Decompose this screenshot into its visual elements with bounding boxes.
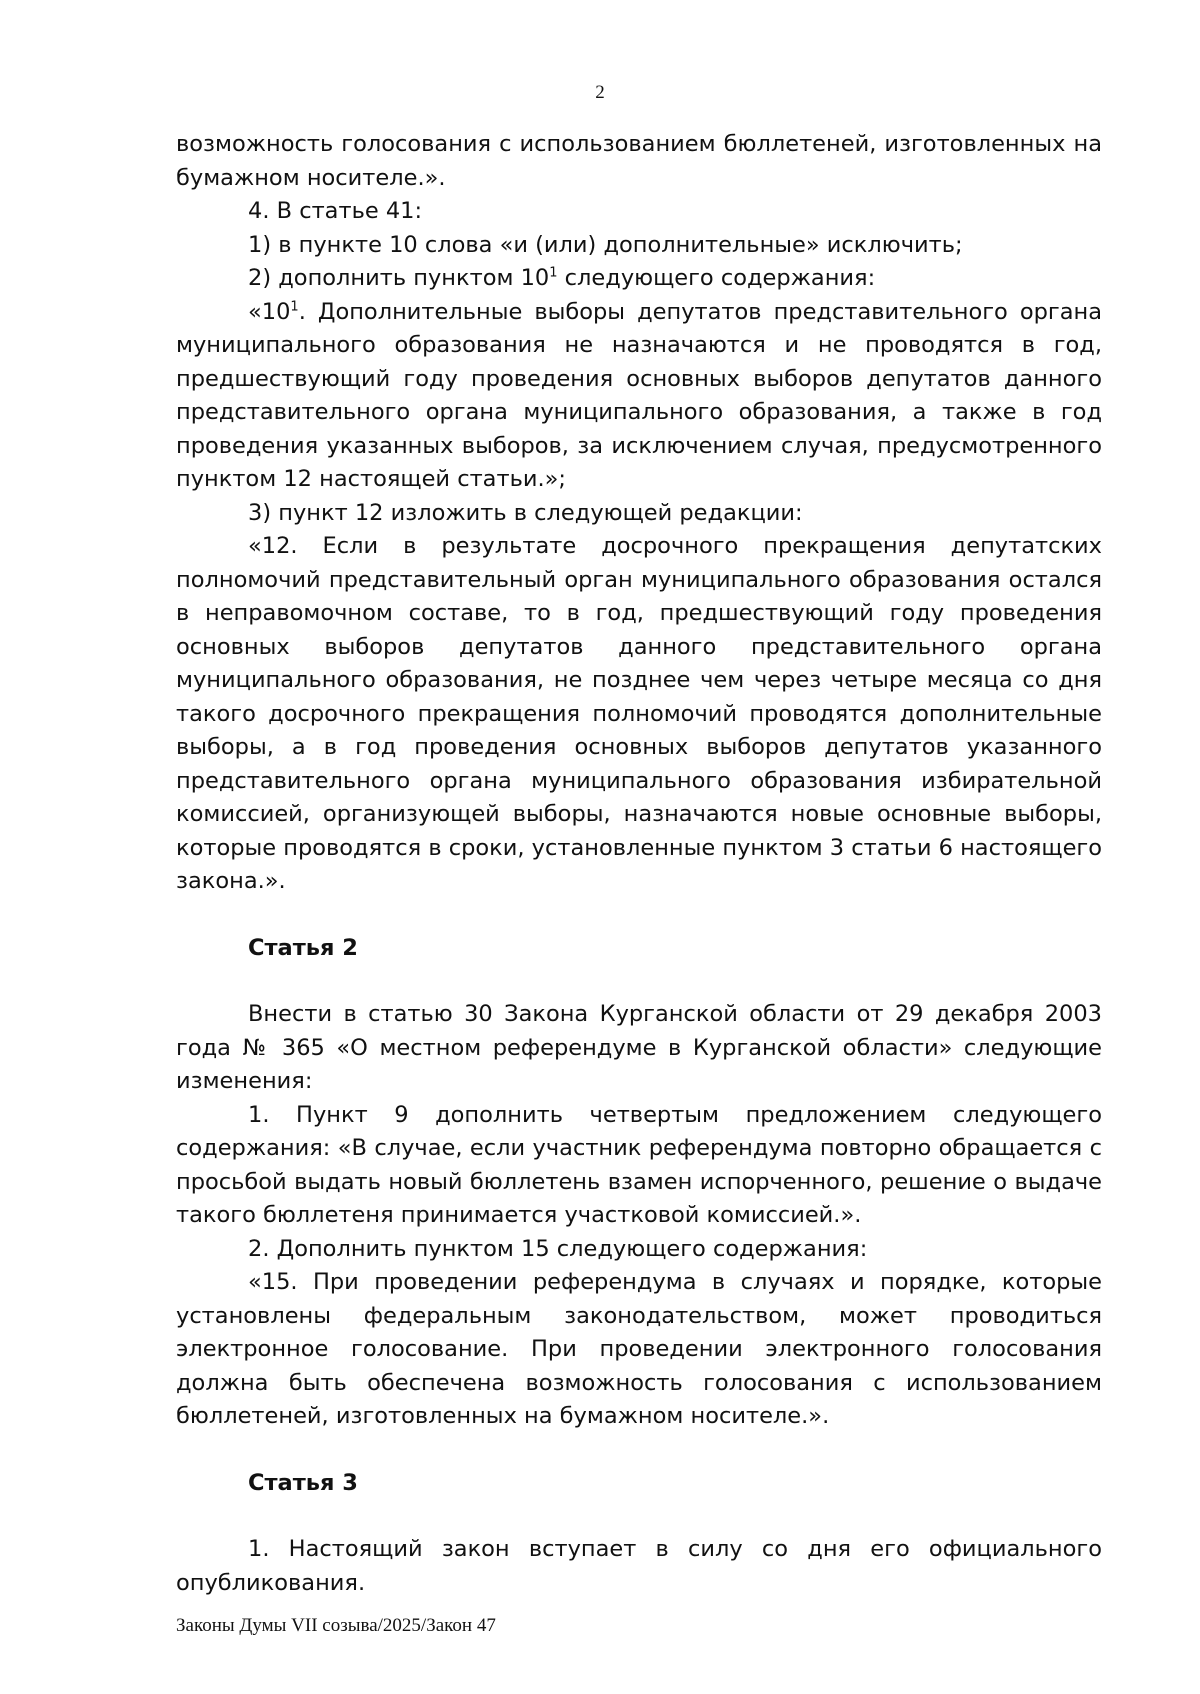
article-2-heading: Статья 2 bbox=[248, 934, 358, 961]
document-footer: Законы Думы VII созыва/2025/Закон 47 bbox=[176, 1615, 496, 1636]
paragraph-item3: 3) пункт 12 изложить в следующей редакции: bbox=[248, 499, 803, 526]
item2-text-before: 2) дополнить пунктом 10 bbox=[248, 265, 550, 291]
paragraph-point12: «12. Если в результате досрочного прекращения депутатских полномочий представительный орган муниципального образования остался в неправомочном составе, то в год, предшествующий году проведения основных выборов депутатов данного представительного органа муниципального образования, не позднее чем через четыре месяца со дня такого досрочного прекращения полномочий проводятся дополнительные выборы, а в год проведения основных выборов депутатов указанного представительного органа муниципального образования избирательной комиссией, организующей выборы, назначаются новые основные выборы, которые проводятся в сроки, установленные пунктом 3 статьи 6 настоящего закона.». bbox=[176, 533, 1102, 894]
paragraph-point10-1 bbox=[176, 296, 1102, 497]
paragraph-article2-item1: 1. Пункт 9 дополнить четвертым предложением следующего содержания: «В случае, если участник референдума повторно обращается с просьбой выдать новый бюллетень взамен испорченного, решение о выдаче такого бюллетеня принимается участковой комиссией.». bbox=[176, 1101, 1102, 1228]
point10-1-text-before: «10 bbox=[248, 298, 291, 325]
paragraph-article3-item1: 1. Настоящий закон вступает в силу со дня его официального опубликования. bbox=[176, 1536, 1102, 1596]
point10-1-text-after: . Дополнительные выборы депутатов представительного органа муниципального образования не назначаются и не проводятся в год, предшествующий году проведения основных выборов депутатов данного представительного органа муниципального образования, а также в год проведения указанных выборов, за исключением случая, предусмотренного пунктом 12 настоящей статьи.»; bbox=[176, 298, 1102, 492]
paragraph-article2-item2: 2. Дополнить пунктом 15 следующего содержания: bbox=[248, 1235, 868, 1262]
article-3-heading: Статья 3 bbox=[248, 1469, 358, 1496]
paragraph-point15: «15. При проведении референдума в случаях и порядке, которые установлены федеральным законодательством, может проводиться электронное голосование. При проведении электронного голосования должна быть обеспечена возможность голосования с использованием бюллетеней, изготовленных на бумажном носителе.». bbox=[176, 1269, 1102, 1429]
page-number: 2 bbox=[595, 82, 605, 103]
paragraph-item1: 1) в пункте 10 слова «и (или) дополнительные» исключить; bbox=[248, 231, 963, 258]
paragraph-article41-intro: 4. В статье 41: bbox=[248, 198, 423, 224]
item2-superscript: 1 bbox=[549, 265, 558, 281]
item2-text-after: следующего содержания: bbox=[557, 265, 876, 291]
paragraph-item2 bbox=[176, 262, 1102, 296]
paragraph-article2-intro: Внести в статью 30 Закона Курганской области от 29 декабря 2003 года № 365 «О местном референдуме в Курганской области» следующие изменения: bbox=[176, 1001, 1102, 1094]
document-body bbox=[176, 128, 1102, 1600]
paragraph-continuation: возможность голосования с использованием бюллетеней, изготовленных на бумажном носителе.». bbox=[176, 131, 1102, 191]
point10-1-superscript: 1 bbox=[290, 299, 299, 314]
